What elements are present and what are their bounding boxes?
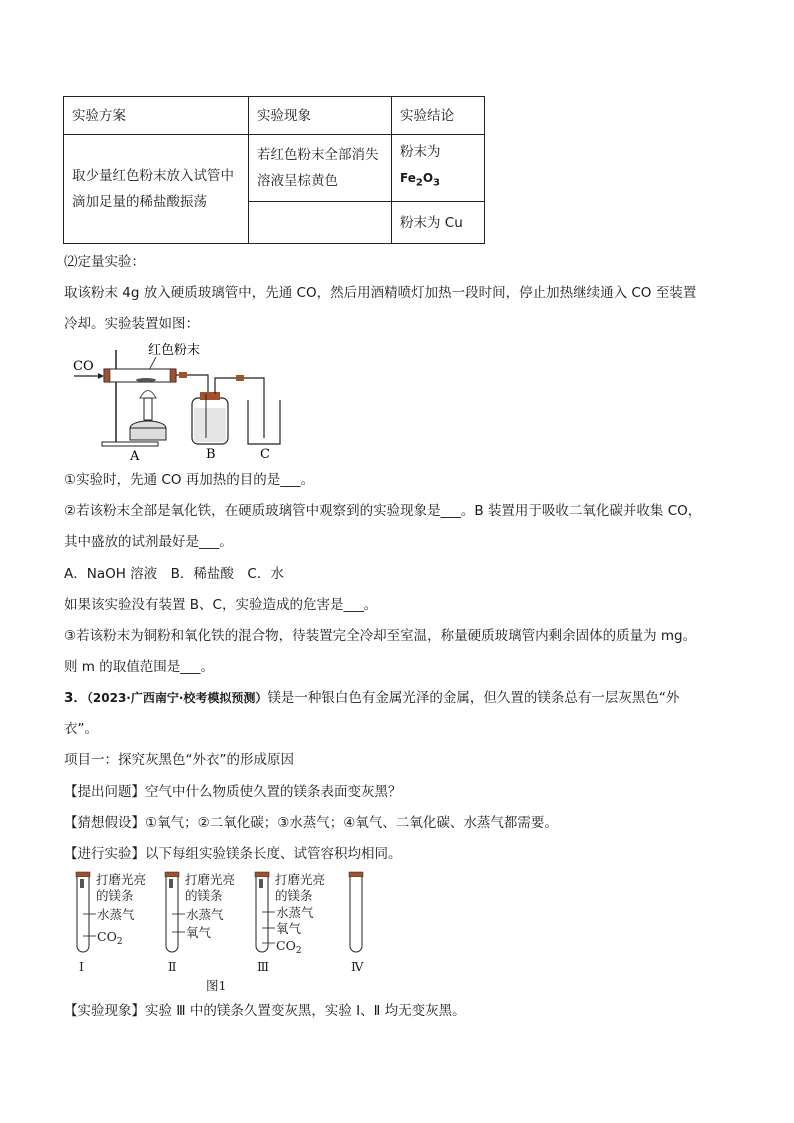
tube3-line2: 的镁条 [275,888,313,903]
observation [64,1001,466,1021]
formula-sub-3: 3 [433,177,440,189]
tube3-line3: 水蒸气 [276,905,314,920]
numeral-3: Ⅲ [257,959,270,974]
numeral-4: Ⅳ [351,959,364,974]
formula-fe: Fe [400,171,416,186]
powder-label: 红色粉末 [148,343,201,358]
conclusion-1-prefix: 粉末为 [400,144,441,161]
conclusion-1-formula [400,165,476,196]
tube2-line3: 水蒸气 [186,907,224,922]
question-1: ①实验时，先通 CO 再加热的目的是___。 [64,472,314,488]
apparatus-figure [68,338,298,462]
problem-3-line-2: 衣”。 [64,721,98,737]
q2-paragraph-1: 取该粉末 4g 放入硬质玻璃管中，先通 CO，然后用酒精喷灯加热一段时间，停止加热继续通入 CO 至装置 [64,285,697,301]
numeral-2: Ⅱ [168,959,177,974]
method-line-2: 滴加足量的稀盐酸振荡 [72,194,207,210]
test-tubes-figure [70,870,380,994]
options-line: A．NaOH 溶液 B．稀盐酸 C．水 [64,566,284,582]
arrow-head-icon [98,373,104,379]
label-b: B [206,447,216,462]
ask-text: 空气中什么物质使久置的镁条表面变灰黑？ [145,784,402,800]
label-c: C [260,447,270,462]
tube2-line2: 的镁条 [185,888,223,903]
numeral-1: Ⅰ [79,959,84,974]
formula-sub-2: 2 [415,177,423,189]
table-header-phenomenon: 实验现象 [249,97,392,135]
problem-number: 3． [64,690,87,706]
table-cell-phenomenon-2 [249,202,392,244]
project-1: 项目一：探究灰黑色“外衣”的形成原因 [64,752,294,768]
tube1-co2: $CO_2$ [97,929,123,947]
tube3-co2: $CO_2$ [276,938,302,956]
question-3-a: ③若该粉末为铜粉和氧化铁的混合物，待装置完全冷却至室温，称量硬质玻璃管内剩余固体的质量为 mg。 [64,628,697,644]
experiment-table [63,96,485,244]
problem-3-line-1 [64,688,679,708]
tube3-line1: 打磨光亮 [275,872,326,887]
conduct-experiment [64,844,402,864]
hypothesis [64,813,558,833]
tube1-line1: 打磨光亮 [96,872,147,887]
guess-text: ①氧气；②二氧化碳；③水蒸气；④氧气、二氧化碳、水蒸气都需要。 [145,815,558,831]
obs-text: 实验 Ⅲ 中的镁条久置变灰黑，实验 Ⅰ、Ⅱ 均无变灰黑。 [145,1003,466,1019]
obs-tag: 【实验现象】 [64,1003,145,1019]
question-2-b: 其中盛放的试剂最好是___。 [64,534,233,550]
label-a: A [130,449,140,462]
ask-tag: 【提出问题】 [64,784,145,800]
table-cell-phenomenon-1 [249,135,392,202]
phenomenon-line-1: 若红色粉末全部消失 [257,147,379,163]
do-text: 以下每组实验镁条长度、试管容积均相同。 [145,846,402,862]
co-label: CO [73,359,94,374]
do-tag: 【进行实验】 [64,846,145,862]
tube1-line3: 水蒸气 [97,907,135,922]
tube3-line4: 氧气 [276,921,302,936]
table-header-method: 实验方案 [64,97,249,135]
q2-paragraph-2: 冷却。实验装置如图： [64,316,199,332]
table-cell-conclusion-2: 粉末为 Cu [392,202,485,244]
table-cell-method [64,135,249,244]
question-2-c: 如果该实验没有装置 B、C，实验造成的危害是___。 [64,597,378,613]
question-3-b: 则 m 的取值范围是___。 [64,659,214,675]
problem-source: （2023·广西南宁·校考模拟预测） [86,691,268,705]
formula-o: O [422,171,434,186]
figure-caption: 图1 [206,978,227,993]
phenomenon-line-2: 溶液呈棕黄色 [257,173,338,189]
question-2-a: ②若该粉末全部是氧化铁，在硬质玻璃管中观察到的实验现象是___。B 装置用于吸收二氧化碳并收集 CO， [64,503,702,519]
tube2-line1: 打磨光亮 [185,872,236,887]
tube1-line2: 的镁条 [96,888,134,903]
method-line-1: 取少量红色粉末放入试管中 [72,168,234,184]
table-cell-conclusion-1 [392,135,485,202]
q2-heading: ⑵定量实验： [64,254,145,270]
problem-3-text-a: 镁是一种银白色有金属光泽的金属，但久置的镁条总有一层灰黑色“外 [267,690,680,706]
tube2-line4: 氧气 [186,925,212,940]
table-header-conclusion: 实验结论 [392,97,485,135]
guess-tag: 【猜想假设】 [64,815,145,831]
ask-question [64,782,402,802]
